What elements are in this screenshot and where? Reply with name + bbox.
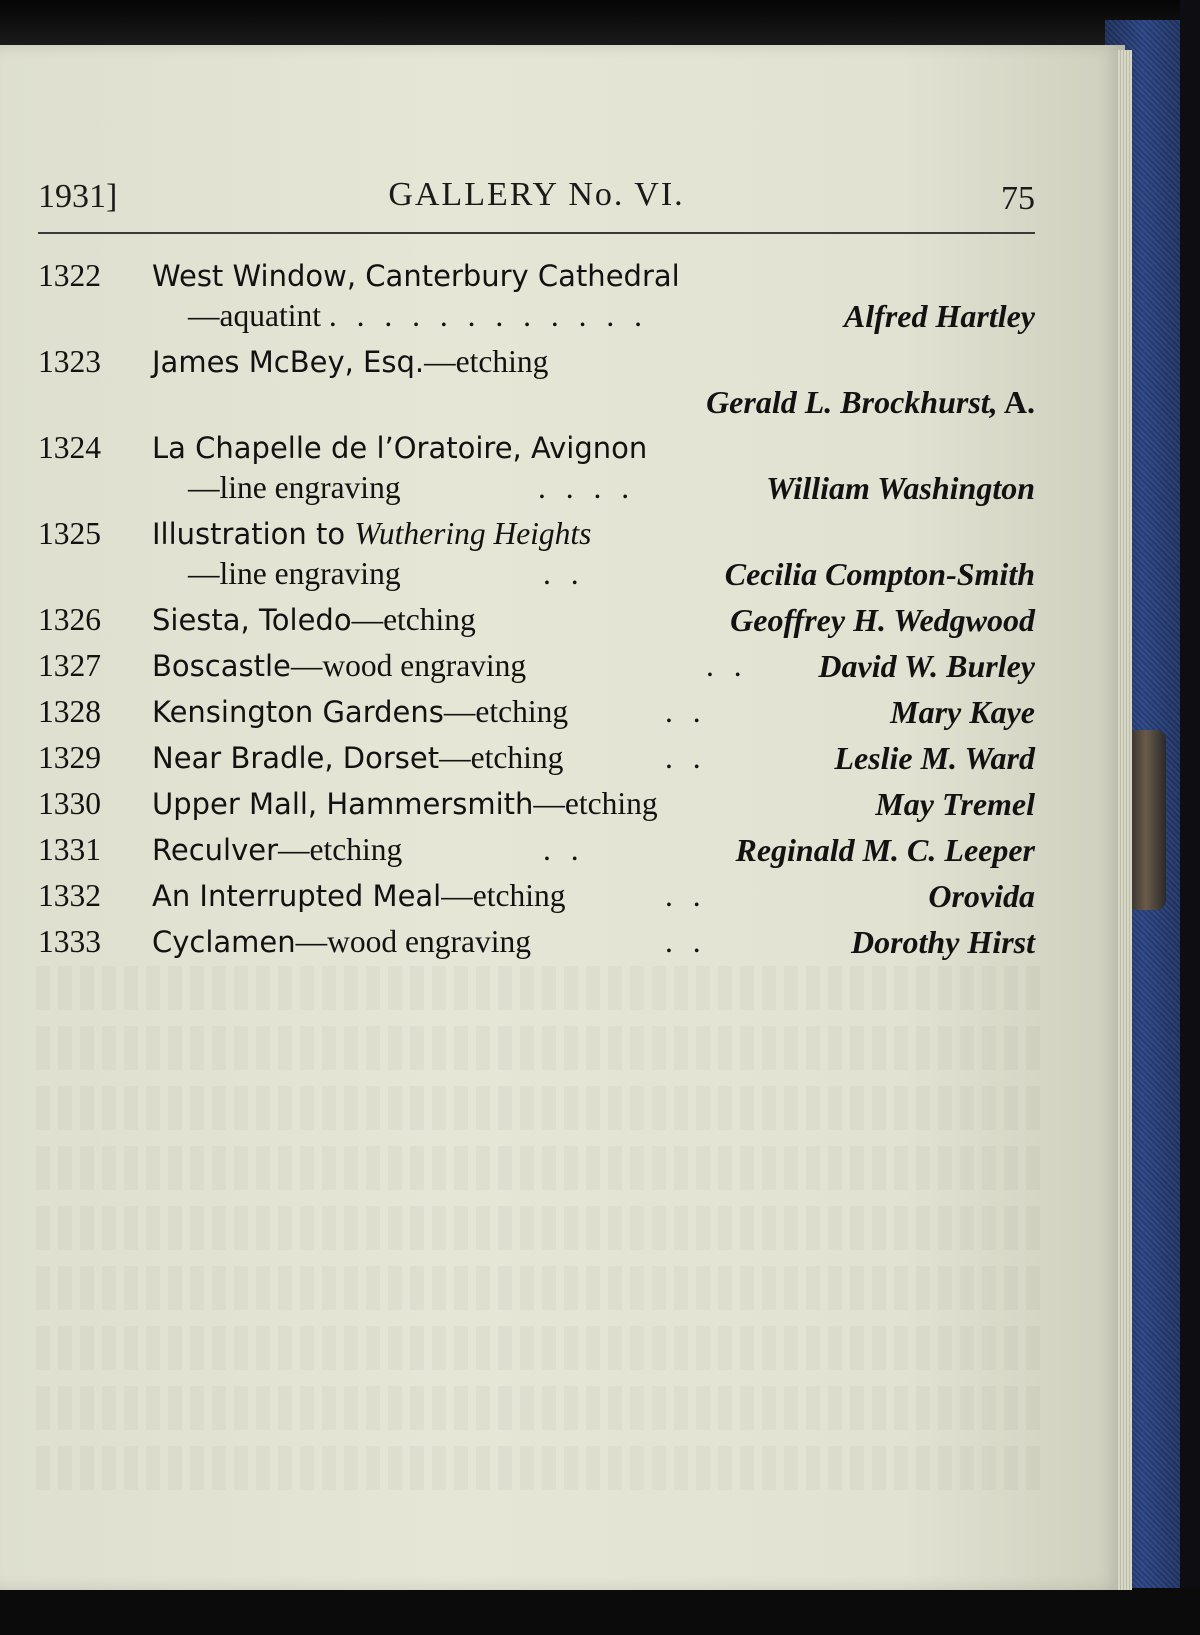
entry-title: Kensington Gardens [152, 695, 444, 729]
catalogue-entry [38, 830, 1035, 870]
entry-title: James McBey, Esq. [152, 345, 425, 379]
entry-title-italic: Wuthering Heights [354, 516, 592, 551]
artist-suffix: A. [997, 384, 1035, 420]
entry-artist: Orovida [928, 878, 1035, 914]
entry-leader: . . [665, 740, 707, 775]
entry-leader: . . [665, 694, 707, 729]
entry-artist: David W. Burley [818, 648, 1035, 684]
entry-artist: Reginald M. C. Leeper [735, 832, 1035, 868]
entry-medium: —etching [441, 878, 566, 913]
entry-medium: —aquatint [188, 298, 321, 333]
catalogue-entry [38, 692, 1035, 732]
header-year: 1931] [38, 178, 118, 215]
book-clasp [1126, 730, 1166, 910]
entry-number: 1326 [38, 602, 101, 637]
entry-number: 1325 [38, 516, 101, 551]
entry-artist: Mary Kaye [890, 694, 1035, 730]
page-number: 75 [1001, 180, 1035, 217]
entry-title: Upper Mall, Hammersmith [152, 787, 534, 821]
entry-leader: . . [665, 878, 707, 913]
catalogue-entry [38, 784, 1035, 824]
entry-leader: . . . . [538, 470, 636, 505]
entry-title: Boscastle [152, 649, 291, 683]
entry-medium: —etching [351, 602, 476, 637]
entry-number: 1323 [38, 344, 101, 379]
entry-number: 1328 [38, 694, 101, 729]
running-header [38, 170, 1035, 230]
entry-number: 1333 [38, 924, 101, 959]
entry-artist: Cecilia Compton-Smith [724, 556, 1035, 592]
entry-number: 1330 [38, 786, 101, 821]
entry-leader: . . [706, 648, 748, 683]
entry-medium: —etching [443, 694, 569, 729]
entry-artist: May Tremel [875, 786, 1035, 822]
entry-leader: . . [543, 832, 585, 867]
catalogue-entry [38, 342, 1035, 422]
catalogue-entry [38, 646, 1035, 686]
entry-artist: Alfred Hartley [843, 298, 1035, 334]
entry-artist: Dorothy Hirst [850, 924, 1035, 960]
entry-title: Reculver [152, 833, 278, 867]
catalogue-entry [38, 876, 1035, 916]
entry-leader: . . [543, 556, 585, 591]
entry-number: 1322 [38, 258, 101, 293]
catalogue-list [38, 256, 1035, 962]
entry-artist: Geoffrey H. Wedgwood [730, 602, 1035, 638]
entry-number: 1329 [38, 740, 101, 775]
gallery-title: GALLERY No. VI. [388, 176, 685, 213]
page-edges [1118, 50, 1132, 1590]
entry-artist: William Washington [766, 470, 1035, 506]
catalogue-entry [38, 256, 1035, 336]
book-spine [1180, 0, 1200, 1635]
entry-title: Near Bradle, Dorset [152, 741, 440, 775]
catalogue-entry [38, 428, 1035, 508]
catalogue-entry [38, 600, 1035, 640]
catalogue-entry [38, 922, 1035, 962]
entry-medium: —line engraving [188, 556, 401, 591]
catalogue-entry [38, 738, 1035, 778]
entry-medium: —line engraving [188, 470, 401, 505]
entry-leader: . . . . . . . . . . . . [328, 298, 648, 333]
entry-title: La Chapelle de l’Oratoire, Avignon [152, 431, 648, 465]
entry-medium: —etching [439, 740, 564, 775]
entry-artist: Leslie M. Ward [834, 740, 1035, 776]
entry-medium: —wood engraving [290, 648, 527, 683]
entry-number: 1332 [38, 878, 101, 913]
entry-title: West Window, Canterbury Cathedral [152, 259, 680, 293]
entry-number: 1331 [38, 832, 101, 867]
header-rule [38, 232, 1035, 234]
entry-number: 1327 [38, 648, 101, 683]
entry-leader: . . [665, 924, 707, 959]
entry-medium: —wood engraving [295, 924, 531, 959]
entry-medium: —etching [424, 344, 549, 379]
entry-title: Siesta, Toledo [152, 603, 352, 637]
catalogue-entry [38, 514, 1035, 594]
entry-medium: —etching [533, 786, 658, 821]
entry-medium: —etching [278, 832, 403, 867]
entry-title: An Interrupted Meal [152, 879, 442, 913]
scan-background-top [0, 0, 1200, 48]
entry-title-prefix: Illustration to [152, 517, 355, 551]
scan-background-bottom [0, 1588, 1200, 1635]
entry-artist: Gerald L. Brockhurst, [706, 384, 998, 420]
entry-number: 1324 [38, 430, 101, 465]
entry-title: Cyclamen [152, 925, 296, 959]
show-through-text [30, 950, 1040, 1570]
